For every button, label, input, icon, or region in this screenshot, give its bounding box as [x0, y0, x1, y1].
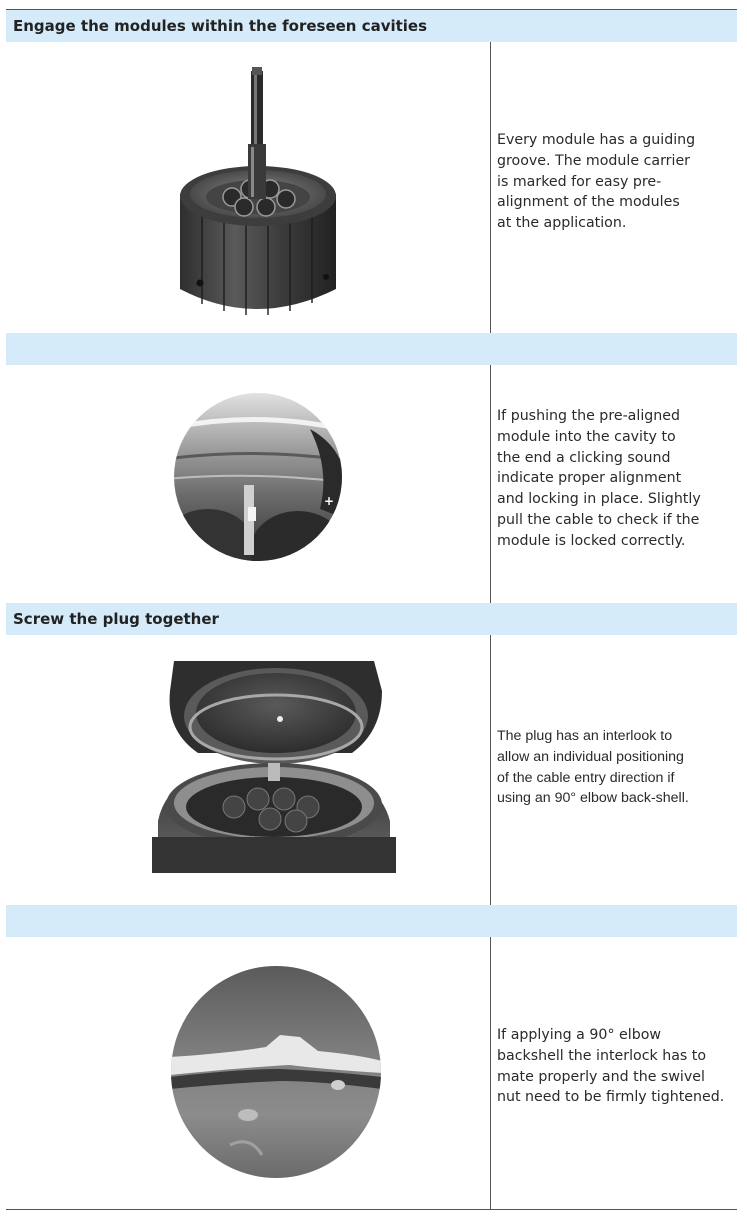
section-description: Every module has a guiding groove. The module carrier is marked for easy pre- alignment of the modules at the application.: [497, 132, 696, 232]
interlock-closeup-photo: [170, 965, 382, 1179]
section-header-screw-plug: [6, 603, 737, 635]
plug-halves-open-photo: [152, 661, 396, 873]
section-title: Screw the plug together: [13, 610, 219, 628]
polarity-mark: +: [324, 494, 335, 508]
section-header-blank: [6, 905, 737, 937]
instruction-table: [6, 9, 737, 1210]
section-title: Engage the modules within the foreseen cavities: [13, 17, 428, 35]
section-header-engage-modules: [6, 10, 737, 42]
module-cavity-closeup-photo: [170, 389, 346, 565]
section-description: If applying a 90° elbow backshell the interlock has to mate properly and the swivel nut need to be firmly tightened.: [497, 1027, 725, 1106]
section-description: If pushing the pre-aligned module into the cavity to the end a clicking sound indicate proper alignment and locking in place. Slightly pull the cable to check if the module is locked correctly.: [497, 408, 701, 549]
module-carrier-with-cable-photo: [166, 59, 346, 319]
section-header-blank: [6, 333, 737, 365]
table-bottom-rule: [6, 1209, 737, 1210]
section-description: The plug has an interlook to allow an individual positioning of the cable entry direction if using an 90° elbow back-shell.: [497, 728, 689, 807]
